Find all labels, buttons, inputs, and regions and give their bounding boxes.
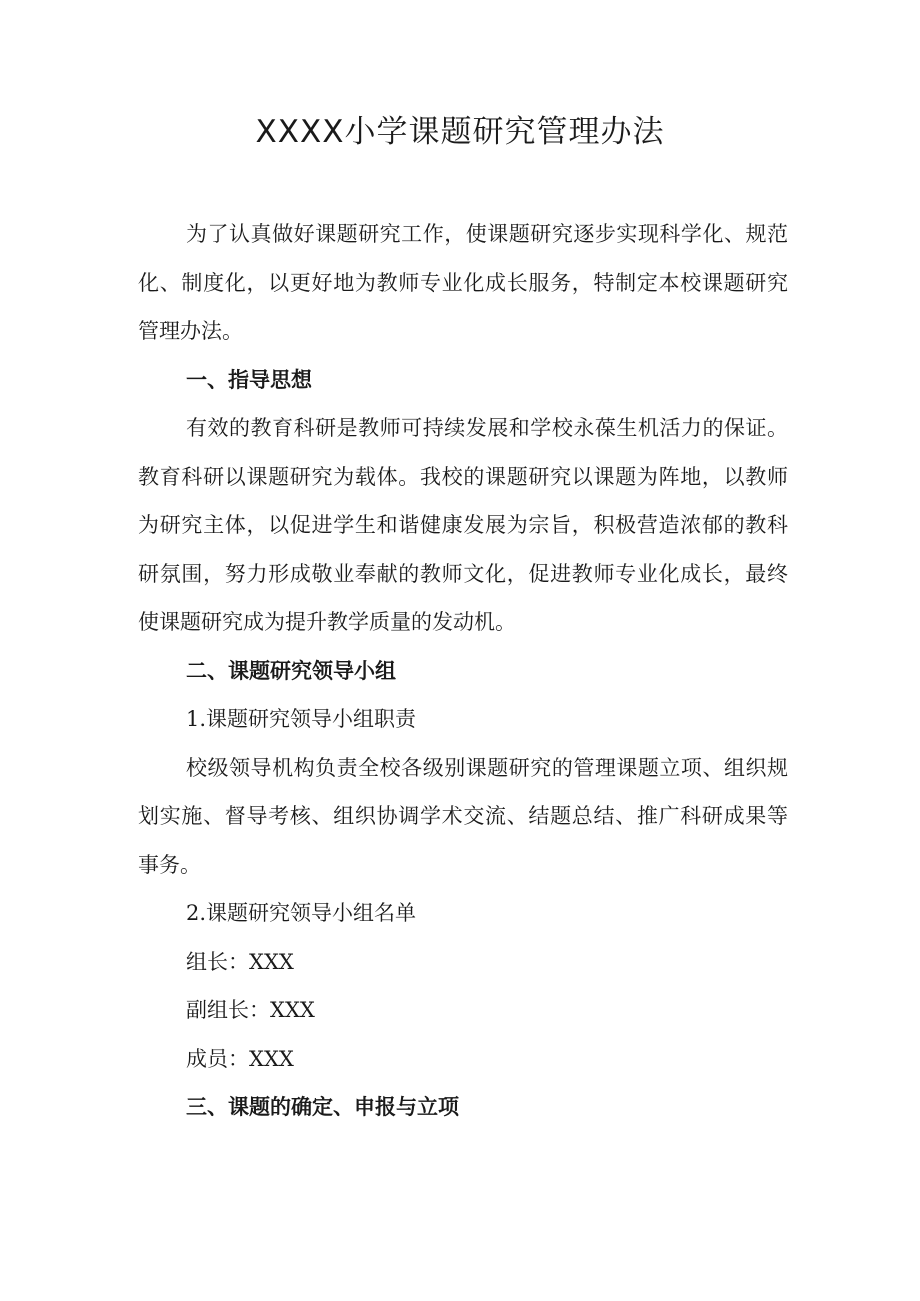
- subheading-group-list: 2.课题研究领导小组名单: [186, 901, 417, 925]
- group-deputy-line: 副组长：XXX: [186, 998, 315, 1022]
- document-body: [138, 210, 788, 1132]
- subheading-group-duties: 1.课题研究领导小组职责: [186, 707, 417, 731]
- section-heading-guiding-ideology: 一、指导思想: [186, 367, 312, 392]
- group-members-line: 成员：XXX: [186, 1046, 294, 1071]
- section-heading-leadership-group: 二、课题研究领导小组: [186, 658, 396, 683]
- group-duties-paragraph: 校级领导机构负责全校各级别课题研究的管理课题立项、组织规划实施、督导考核、组织协调学术交流、结题总结、推广科研成果等事务。: [138, 755, 788, 877]
- document-title: XXXX小学课题研究管理办法: [255, 114, 665, 150]
- section-heading-topic-application: 三、课题的确定、申报与立项: [186, 1095, 459, 1119]
- intro-paragraph: 为了认真做好课题研究工作，使课题研究逐步实现科学化、规范化、制度化，以更好地为教师专业化成长服务，特制定本校课题研究管理办法。: [138, 222, 788, 343]
- group-leader-line: 组长：XXX: [186, 949, 294, 974]
- guiding-ideology-paragraph: 有效的教育科研是教师可持续发展和学校永葆生机活力的保证。教育科研以课题研究为载体。我校的课题研究以课题为阵地，以教师为研究主体，以促进学生和谐健康发展为宗旨，积极营造浓郁的教科研氛围，努力形成敬业奉献的教师文化，促进教师专业化成长，最终使课题研究成为提升教学质量的发动机。: [138, 416, 788, 634]
